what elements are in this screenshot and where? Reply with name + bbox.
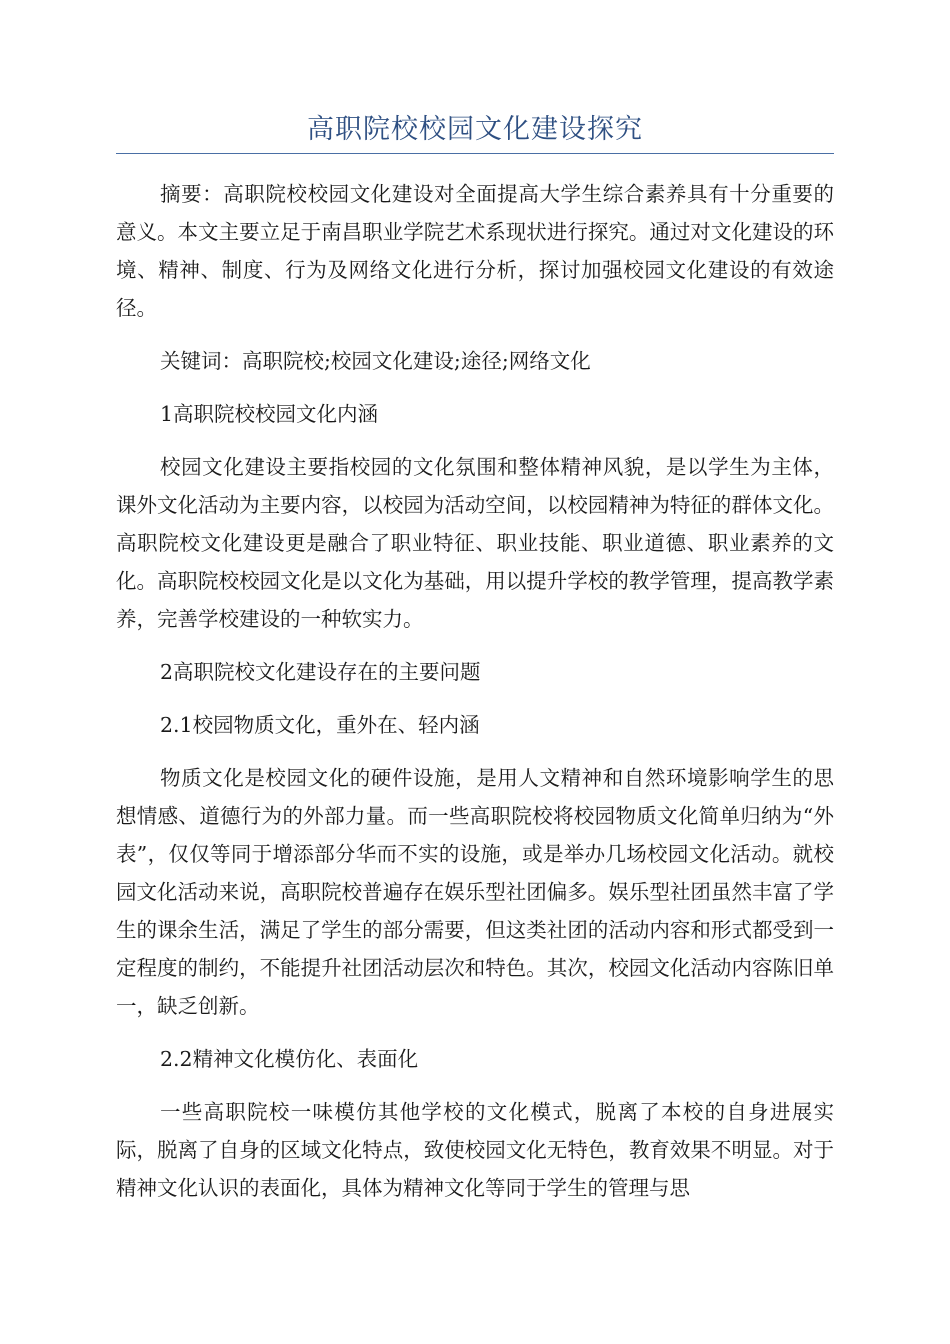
document-title: 高职院校校园文化建设探究 [307,114,643,145]
section-1-heading: 1高职院校校园文化内涵 [160,402,379,426]
document-page [116,108,834,1207]
section-2-1-body: 物质文化是校园文化的硬件设施，是用人文精神和自然环境影响学生的思想情感、道德行为的外部力量。而一些高职院校将校园物质文化简单归纳为“外表”，仅仅等同于增添部分华而不实的设施，或是举办几场校园文化活动。就校园文化活动来说，高职院校普遍存在娱乐型社团偏多。娱乐型社团虽然丰富了学生的课余生活，满足了学生的部分需要，但这类社团的活动内容和形式都受到一定程度的制约，不能提升社团活动层次和特色。其次，校园文化活动内容陈旧单一，缺乏创新。 [116,766,834,1018]
section-1-body: 校园文化建设主要指校园的文化氛围和整体精神风貌，是以学生为主体，课外文化活动为主要内容，以校园为活动空间，以校园精神为特征的群体文化。高职院校文化建设更是融合了职业特征、职业技能、职业道德、职业素养的文化。高职院校校园文化是以文化为基础，用以提升学校的教学管理，提高教学素养，完善学校建设的一种软实力。 [116,455,834,631]
keywords-line: 关键词：高职院校;校园文化建设;途径;网络文化 [160,349,591,373]
abstract-paragraph: 摘要：高职院校校园文化建设对全面提高大学生综合素养具有十分重要的意义。本文主要立足于南昌职业学院艺术系现状进行探究。通过对文化建设的环境、精神、制度、行为及网络文化进行分析，探讨加强校园文化建设的有效途径。 [116,182,834,320]
section-2-1-heading: 2.1校园物质文化，重外在、轻内涵 [160,713,480,737]
section-2-heading: 2高职院校文化建设存在的主要问题 [160,660,481,684]
section-2-2-body: 一些高职院校一味模仿其他学校的文化模式，脱离了本校的自身进展实际，脱离了自身的区域文化特点，致使校园文化无特色，教育效果不明显。对于精神文化认识的表面化，具体为精神文化等同于学生的管理与思 [116,1100,834,1200]
section-2-2-heading: 2.2精神文化模仿化、表面化 [160,1047,419,1071]
